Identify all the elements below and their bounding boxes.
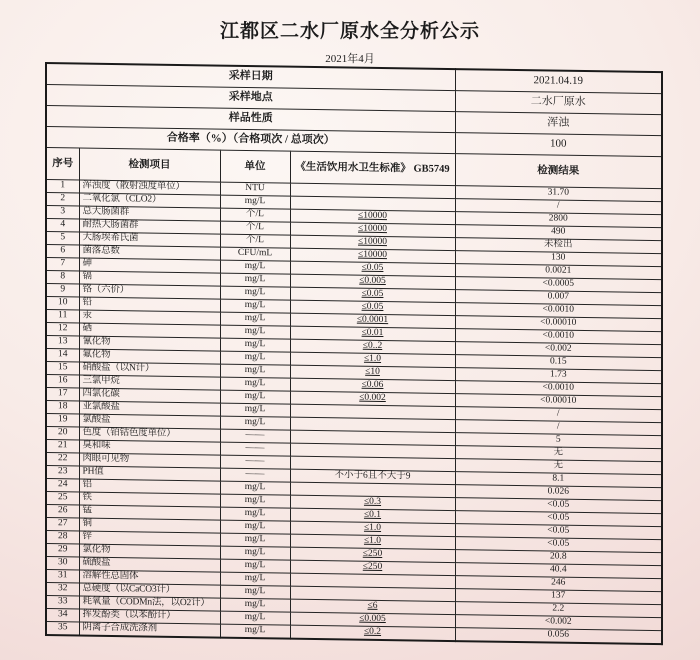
item-name-cell: 四氯化碳 (79, 388, 220, 403)
unit-cell: mg/L (220, 494, 290, 508)
result-cell: <0.0010 (455, 381, 662, 397)
water-analysis-table (45, 62, 663, 645)
unit-cell: NTU (220, 182, 290, 196)
row-index-cell: 1 (46, 180, 79, 193)
item-name-cell: 硫酸盐 (79, 557, 220, 572)
result-cell: <0.0010 (455, 329, 662, 345)
unit-cell: mg/L (220, 507, 290, 521)
result-cell: 无 (455, 459, 662, 475)
standard-cell: ≤10000 (290, 209, 455, 224)
unit-cell: mg/L (220, 312, 290, 326)
unit-cell: mg/L (220, 481, 290, 495)
item-name-cell: 亚氯酸盐 (79, 401, 220, 416)
row-index-cell: 30 (46, 557, 79, 570)
unit-cell: mg/L (220, 403, 290, 417)
result-cell: 无 (455, 446, 662, 462)
item-name-cell: 铅 (79, 297, 220, 312)
result-cell: <0.05 (455, 524, 662, 540)
row-index-cell: 3 (46, 206, 79, 219)
standard-cell: ≤1.0 (290, 352, 455, 367)
result-cell: / (455, 199, 662, 215)
result-cell: 0.0021 (455, 264, 662, 280)
unit-cell: mg/L (220, 533, 290, 547)
standard-cell: ≤250 (290, 547, 455, 562)
item-name-cell: 汞 (79, 310, 220, 325)
unit-cell: mg/L (220, 377, 290, 391)
unit-cell: —— (220, 468, 290, 482)
item-name-cell: 二氧化氯（CLO2） (79, 193, 220, 208)
item-name-cell: 肉眼可见物 (79, 453, 220, 468)
standard-cell: ≤10000 (290, 248, 455, 263)
result-cell: 31.70 (455, 186, 662, 202)
standard-cell: ≤10000 (290, 222, 455, 237)
item-name-cell: 三氯甲烷 (79, 375, 220, 390)
result-cell: 40.4 (455, 563, 662, 579)
item-name-cell: 氟化物 (79, 349, 220, 364)
item-name-cell: 耐热大肠菌群 (79, 219, 220, 234)
meta-value: 100 (455, 133, 662, 157)
unit-cell: 个/L (220, 208, 290, 222)
item-name-cell: 砷 (79, 258, 220, 273)
item-name-cell: 阴离子合成洗涤剂 (79, 622, 220, 638)
result-cell: 0.056 (455, 628, 662, 645)
row-index-cell: 10 (46, 297, 79, 310)
unit-cell: —— (220, 455, 290, 469)
result-cell: <0.00010 (455, 316, 662, 332)
standard-cell: 不小于6且不大于9 (290, 469, 455, 484)
result-cell: / (455, 407, 662, 423)
standard-cell: ≤250 (290, 560, 455, 575)
row-index-cell: 21 (46, 440, 79, 453)
result-cell: <0.05 (455, 498, 662, 514)
standard-cell: ≤1.0 (290, 534, 455, 549)
unit-cell: CFU/mL (220, 247, 290, 261)
result-cell: 0.15 (455, 355, 662, 371)
item-name-cell: 铬（六价） (79, 284, 220, 299)
standard-cell: ≤0..2 (290, 339, 455, 354)
standard-cell: ≤0.3 (290, 495, 455, 510)
unit-cell: —— (220, 429, 290, 443)
unit-cell: mg/L (220, 286, 290, 300)
result-cell: 1.73 (455, 368, 662, 384)
unit-cell: mg/L (220, 598, 290, 612)
result-cell: 8.1 (455, 472, 662, 488)
item-name-cell: 浑浊度（散射浊度单位） (79, 180, 220, 195)
item-name-cell: 氯酸盐 (79, 414, 220, 429)
unit-cell: mg/L (220, 364, 290, 378)
standard-cell: ≤0.002 (290, 391, 455, 406)
unit-cell: —— (220, 442, 290, 456)
item-name-cell: 硒 (79, 323, 220, 338)
row-index-cell: 20 (46, 427, 79, 440)
item-name-cell: 氰化物 (79, 336, 220, 351)
unit-cell: mg/L (220, 416, 290, 430)
item-name-cell: 硝酸盐（以N计） (79, 362, 220, 377)
col-header-unit: 单位 (220, 150, 290, 183)
standard-cell: ≤0.05 (290, 300, 455, 315)
item-name-cell: 镉 (79, 271, 220, 286)
col-header-index: 序号 (46, 148, 79, 180)
item-name-cell: 耗氧量（CODMn法，以O2计） (79, 596, 220, 611)
unit-cell: mg/L (220, 611, 290, 625)
row-index-cell: 17 (46, 388, 79, 401)
result-cell: <0.0005 (455, 277, 662, 293)
row-index-cell: 8 (46, 271, 79, 284)
row-index-cell: 4 (46, 219, 79, 232)
unit-cell: 个/L (220, 234, 290, 248)
result-cell: 2800 (455, 212, 662, 228)
result-cell: 0.026 (455, 485, 662, 501)
meta-value: 二水厂原水 (455, 91, 662, 115)
result-cell: 5 (455, 433, 662, 449)
item-name-cell: 臭和味 (79, 440, 220, 455)
unit-cell: mg/L (220, 572, 290, 586)
item-name-cell: 菌落总数 (79, 245, 220, 260)
unit-cell: mg/L (220, 299, 290, 313)
item-name-cell: 总硬度（以CaCO3计） (79, 583, 220, 598)
item-name-cell: 色度（铂钴色度单位） (79, 427, 220, 442)
row-index-cell: 12 (46, 323, 79, 336)
row-index-cell: 35 (46, 622, 79, 636)
row-index-cell: 25 (46, 492, 79, 505)
result-cell: <0.002 (455, 342, 662, 358)
item-name-cell: 氯化物 (79, 544, 220, 559)
item-name-cell: 挥发酚类（以苯酚计） (79, 609, 220, 624)
unit-cell: mg/L (220, 390, 290, 404)
unit-cell: mg/L (220, 338, 290, 352)
row-index-cell: 11 (46, 310, 79, 323)
unit-cell: mg/L (220, 260, 290, 274)
standard-cell: ≤6 (290, 599, 455, 614)
result-cell: <0.002 (455, 615, 662, 631)
item-name-cell: 铝 (79, 479, 220, 494)
meta-label: 样品性质 (46, 106, 455, 133)
col-header-standard: 《生活饮用水卫生标准》 GB5749 (290, 151, 455, 185)
row-index-cell: 24 (46, 479, 79, 492)
row-index-cell: 26 (46, 505, 79, 518)
result-cell: 246 (455, 576, 662, 592)
unit-cell: mg/L (220, 520, 290, 534)
row-index-cell: 2 (46, 193, 79, 206)
result-cell: <0.00010 (455, 394, 662, 410)
unit-cell: mg/L (220, 273, 290, 287)
result-cell: 2.2 (455, 602, 662, 618)
item-name-cell: 大肠埃希氏菌 (79, 232, 220, 247)
unit-cell: mg/L (220, 546, 290, 560)
data-rows-section (46, 180, 662, 645)
row-index-cell: 15 (46, 362, 79, 375)
standard-cell: ≤0.01 (290, 326, 455, 341)
row-index-cell: 7 (46, 258, 79, 271)
result-cell: <0.0010 (455, 303, 662, 319)
item-name-cell: 铁 (79, 492, 220, 507)
row-index-cell: 14 (46, 349, 79, 362)
row-index-cell: 16 (46, 375, 79, 388)
standard-cell: ≤0.06 (290, 378, 455, 393)
result-cell: <0.05 (455, 511, 662, 527)
row-index-cell: 5 (46, 232, 79, 245)
result-cell: 20.8 (455, 550, 662, 566)
item-name-cell: 锰 (79, 505, 220, 520)
row-index-cell: 29 (46, 544, 79, 557)
col-header-item: 检测项目 (79, 148, 220, 182)
meta-label: 采样日期 (46, 63, 455, 91)
meta-value: 浑浊 (455, 112, 662, 136)
row-index-cell: 31 (46, 570, 79, 583)
standard-cell: ≤0.005 (290, 274, 455, 289)
standard-cell: ≤0.005 (290, 612, 455, 627)
item-name-cell: 铜 (79, 518, 220, 533)
row-index-cell: 22 (46, 453, 79, 466)
standard-cell: ≤0.2 (290, 625, 455, 641)
item-name-cell: 锌 (79, 531, 220, 546)
unit-cell: mg/L (220, 325, 290, 339)
row-index-cell: 33 (46, 596, 79, 609)
row-index-cell: 19 (46, 414, 79, 427)
result-cell: 490 (455, 225, 662, 241)
standard-cell: ≤0.05 (290, 261, 455, 276)
standard-cell: ≤10000 (290, 235, 455, 250)
item-name-cell: 溶解性总固体 (79, 570, 220, 585)
meta-label: 合格率（%）（合格项次 / 总项次） (46, 127, 455, 154)
result-cell: 130 (455, 251, 662, 267)
standard-cell: ≤10 (290, 365, 455, 380)
meta-section (46, 63, 662, 157)
report-month: 2021年4月 (325, 53, 375, 65)
unit-cell: mg/L (220, 195, 290, 209)
row-index-cell: 28 (46, 531, 79, 544)
unit-cell: mg/L (220, 624, 290, 639)
standard-cell: ≤0.1 (290, 508, 455, 523)
standard-cell: ≤1.0 (290, 521, 455, 536)
result-cell: 未检出 (455, 238, 662, 254)
row-index-cell: 32 (46, 583, 79, 596)
row-index-cell: 9 (46, 284, 79, 297)
item-name-cell: PH值 (79, 466, 220, 481)
unit-cell: mg/L (220, 585, 290, 599)
result-cell: 137 (455, 589, 662, 605)
unit-cell: 个/L (220, 221, 290, 235)
meta-label: 采样地点 (46, 85, 455, 112)
item-name-cell: 总大肠菌群 (79, 206, 220, 221)
standard-cell: ≤0.0001 (290, 313, 455, 328)
standard-cell: ≤0.05 (290, 287, 455, 302)
row-index-cell: 23 (46, 466, 79, 479)
page-title: 江都区二水厂原水全分析公示 (219, 21, 480, 42)
row-index-cell: 6 (46, 245, 79, 258)
result-cell: <0.05 (455, 537, 662, 553)
row-index-cell: 34 (46, 609, 79, 622)
unit-cell: mg/L (220, 351, 290, 365)
result-cell: / (455, 420, 662, 436)
col-header-result: 检测结果 (455, 154, 662, 189)
unit-cell: mg/L (220, 559, 290, 573)
row-index-cell: 27 (46, 518, 79, 531)
analysis-table-wrap (45, 62, 665, 645)
meta-value: 2021.04.19 (455, 69, 662, 94)
row-index-cell: 13 (46, 336, 79, 349)
result-cell: 0.007 (455, 290, 662, 306)
row-index-cell: 18 (46, 401, 79, 414)
